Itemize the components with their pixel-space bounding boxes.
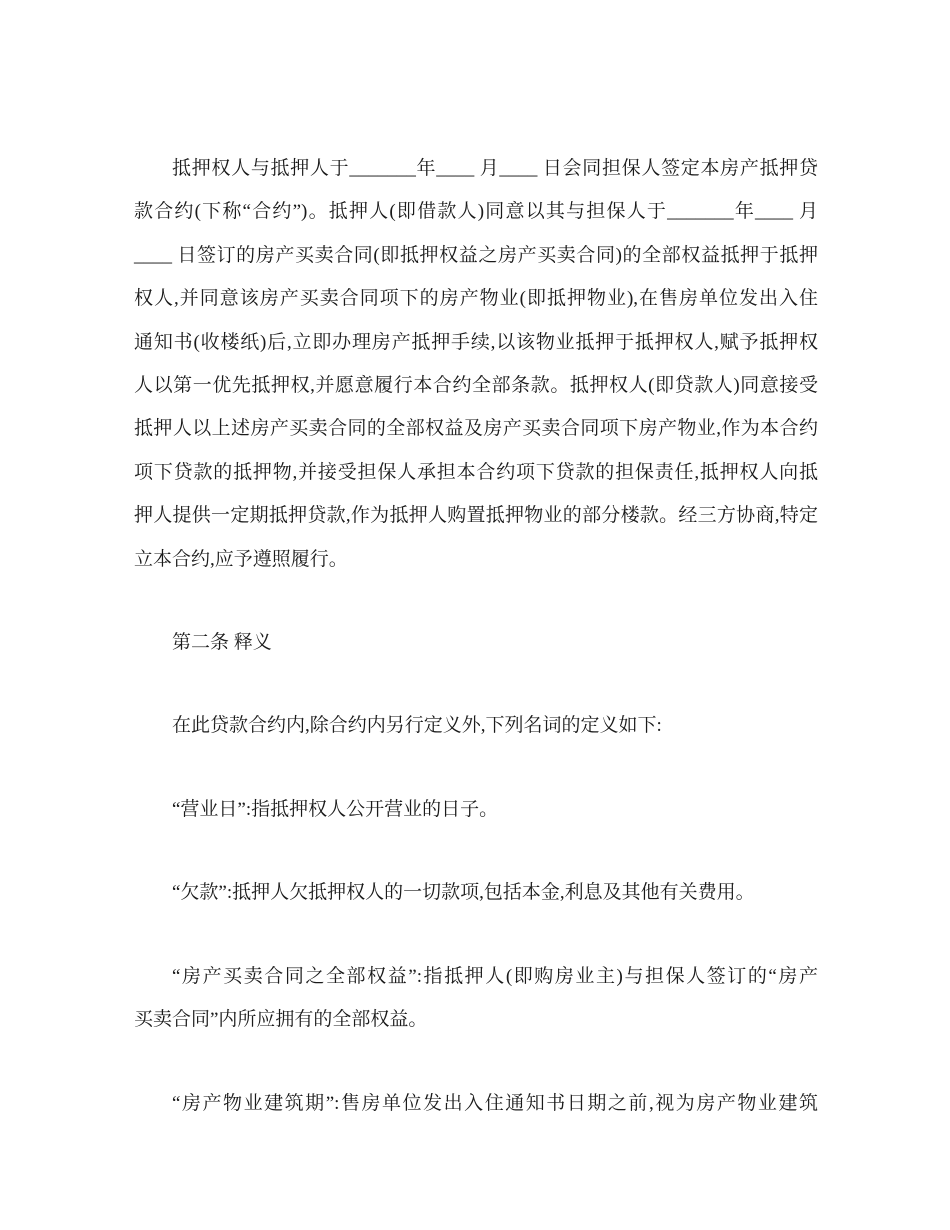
doc-line: 款合约(下称“合约”)。抵押人(即借款人)同意以其与担保人于_______年____ 月 xyxy=(134,201,818,223)
paragraph-definition-business-day xyxy=(134,788,818,831)
doc-line: 抵押人以上述房产买卖合同的全部权益及房产买卖合同项下房产物业,作为本合约 xyxy=(134,418,818,440)
contract-text-block xyxy=(134,147,818,1125)
doc-line: 立本合约,应予遵照履行。 xyxy=(134,548,348,570)
doc-line: ____ 日签订的房产买卖合同(即抵押权益之房产买卖合同)的全部权益抵押于抵押 xyxy=(134,244,818,266)
doc-line: 抵押权人与抵押人于_______年____ 月____ 日会同担保人签定本房产抵押贷 xyxy=(172,158,818,179)
doc-line: 权人,并同意该房产买卖合同项下的房产物业(即抵押物业),在售房单位发出入住 xyxy=(134,288,818,310)
doc-line: 买卖合同”内所应拥有的全部权益。 xyxy=(134,1009,428,1031)
doc-line: 押人提供一定期抵押贷款,作为抵押人购置抵押物业的部分楼款。经三方协商,特定 xyxy=(134,505,818,527)
paragraph-definition-outstanding-debt xyxy=(134,871,818,914)
paragraph-definitions-intro xyxy=(134,704,818,747)
article-heading: 第二条 释义 xyxy=(172,632,272,654)
doc-line: 项下贷款的抵押物,并接受担保人承担本合约项下贷款的担保责任,抵押权人向抵 xyxy=(134,461,818,483)
paragraph-definition-full-rights xyxy=(134,955,818,1042)
doc-line: “欠款”:抵押人欠抵押权人的一切款项,包括本金,利息及其他有关费用。 xyxy=(172,882,755,904)
doc-line: “营业日”:指抵押权人公开营业的日子。 xyxy=(172,798,499,820)
doc-line: 在此贷款合约内,除合约内另行定义外,下列名词的定义如下: xyxy=(172,715,662,737)
paragraph-definition-construction-period xyxy=(134,1082,818,1125)
doc-line: 人以第一优先抵押权,并愿意履行本合约全部条款。抵押权人(即贷款人)同意接受 xyxy=(134,375,818,397)
doc-line: 通知书(收楼纸)后,立即办理房产抵押手续,以该物业抵押于抵押权人,赋予抵押权 xyxy=(134,331,818,353)
paragraph-opening-clause xyxy=(134,147,818,581)
doc-line: “房产物业建筑期”:售房单位发出入住通知书日期之前,视为房产物业建筑 xyxy=(172,1092,818,1114)
doc-line: “房产买卖合同之全部权益”:指抵押人(即购房业主)与担保人签订的“房产 xyxy=(172,965,818,987)
paragraph-article-2-heading xyxy=(134,621,818,664)
